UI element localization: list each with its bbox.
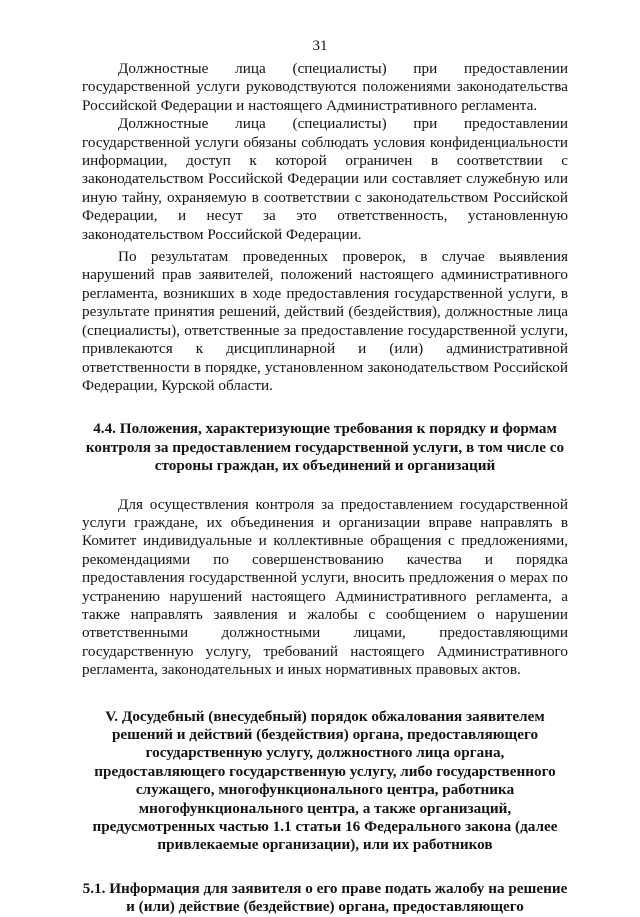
section-heading-5-1: 5.1. Информация для заявителя о его праве подать жалобу на решение и (или) действие (бездействие) органа, предоставляющего xyxy=(82,879,568,916)
paragraph-confidentiality: Должностные лица (специалисты) при предоставлении государственной услуги обязаны соблюдать условия конфиденциальности информации, доступ к которой ограничен в соответствии с законодательством Российской Федерации или составляет служебную или иную тайну, охраняемую в соответствии с законодательством Российской Федерации, и несут за это ответственность, установленную законодательством Российской Федерации. xyxy=(82,115,568,243)
page-number: 31 xyxy=(312,38,328,54)
paragraph-citizen-control: Для осуществления контроля за предоставлением государственной услуги граждане, их объединения и организации вправе направлять в Комитет индивидуальные и коллективные обращения с предложениями, рекомендациями по совершенствованию качества и порядка предоставления государственной услуги, вносить предложения о мерах по устранению нарушений настоящего Административного регламента, а также направлять заявления и жалобы с сообщением о нарушении ответственными должностными лицами, предоставляющими государственную услугу, требований настоящего Административного регламента, законодательных и иных нормативных правовых актов. xyxy=(82,495,568,679)
page-body xyxy=(82,60,568,917)
section-heading-4-4: 4.4. Положения, характеризующие требования к порядку и формам контроля за предоставлением государственной услуги, в том числе со стороны граждан, их объединений и организаций xyxy=(85,420,565,475)
section-heading-v: V. Досудебный (внесудебный) порядок обжалования заявителем решений и действий (бездействия) органа, предоставляющего государственную услугу, должностного лица органа, предоставляющего государственную услугу, либо государственного служащего, многофункционального центра, работника многофункционального центра, а также организаций, предусмотренных частью 1.1 статьи 16 Федерального закона (далее привлекаемые организации), или их работников xyxy=(92,707,558,854)
paragraph-officials-guided: Должностные лица (специалисты) при предоставлении государственной услуги руководствуются положениями законодательства Российской Федерации и настоящего Административного регламента. xyxy=(82,60,568,114)
paragraph-inspection-results: По результатам проведенных проверок, в случае выявления нарушений прав заявителей, положений настоящего административного регламента, возникших в ходе предоставления государственной услуги, в результате принятия решений, действий (бездействия), должностные лица (специалисты), ответственные за предоставление государственной услуги, привлекаются к дисциплинарной и (или) административной ответственности в порядке, установленном законодательством Российской Федерации, Курской области. xyxy=(82,248,568,394)
